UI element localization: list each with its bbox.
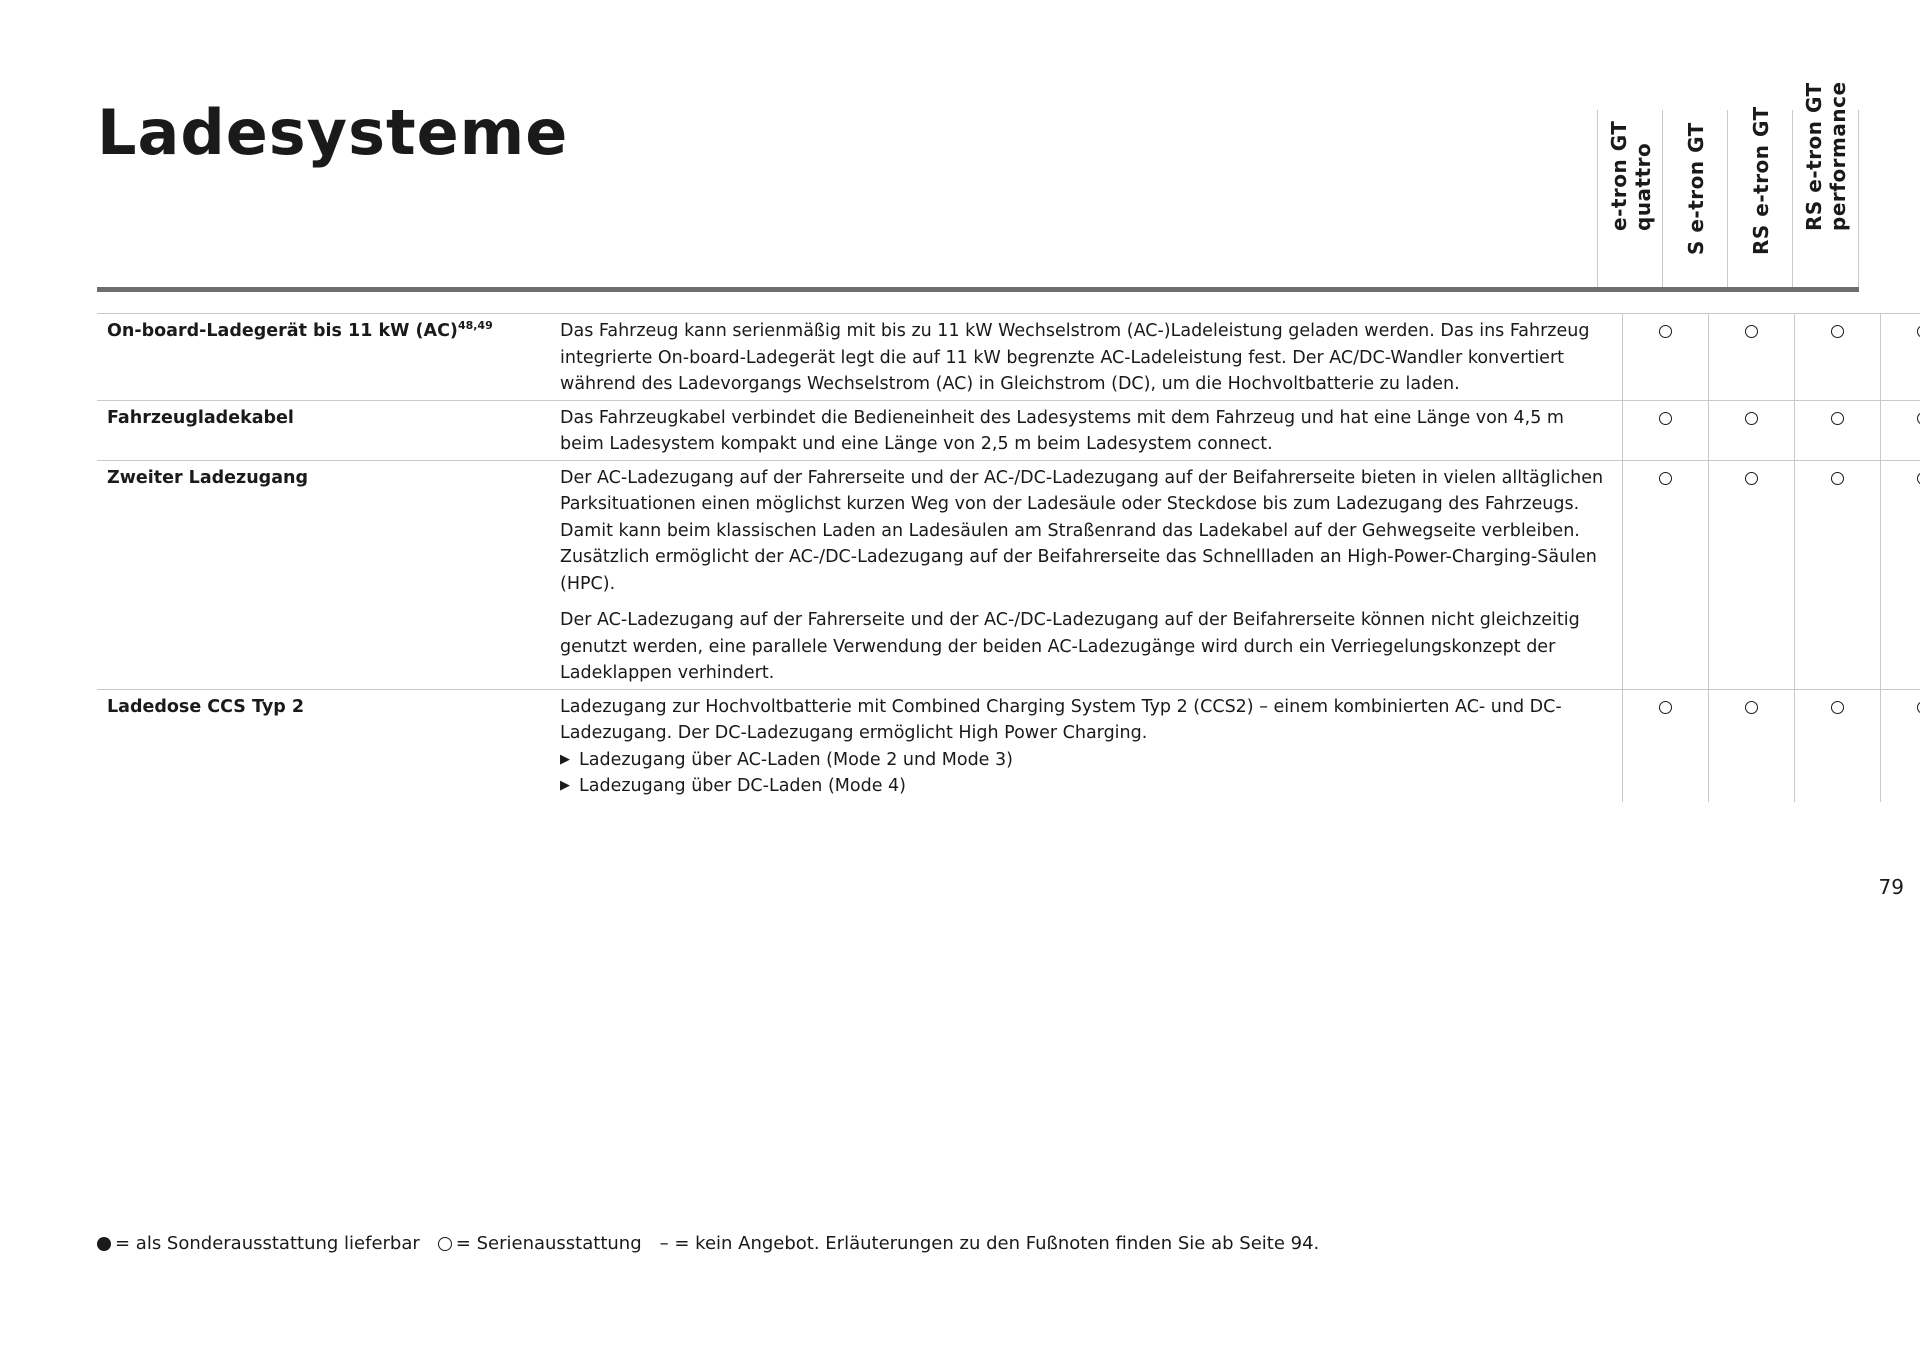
feature-description [550,314,1623,401]
table-row [97,400,1920,460]
standard-equipment-icon [1745,701,1758,714]
column-header-line: RS e-tron GT [1748,106,1773,255]
standard-equipment-icon [1659,325,1672,338]
page-title: Ladesysteme [97,96,569,169]
column-header-line: performance [1825,81,1850,231]
header-divider [97,287,1859,292]
feature-description [550,460,1623,689]
table-row [97,460,1920,689]
description-paragraph: Der AC-Ladezugang auf der Fahrerseite und der AC-/DC-Ladezugang auf der Beifahrerseite bieten in vielen alltäglichen Parksituationen einen möglichst kurzen Weg von der Ladesäule oder Steckdose bis zum Ladezugang des Fahrzeugs. Damit kann beim klassischen Laden an Ladesäulen am Straßenrand das Ladekabel auf der Gehwegseite verbleiben. Zusätzlich ermöglicht der AC-/DC-Ladezugang auf der Beifahrerseite das Schnellladen an High-Power-Charging-Säulen (HPC). [560,467,1604,594]
description-paragraph: Ladezugang zur Hochvoltbatterie mit Combined Charging System Typ 2 (CCS2) – einem kombinierten AC- und DC-Ladezugang. Der DC-Ladezugang ermöglicht High Power Charging. [560,696,1562,743]
availability-cell [1709,460,1795,689]
description-paragraph: Das Fahrzeugkabel verbindet die Bedieneinheit des Ladesystems mit dem Fahrzeug und hat eine Länge von 4,5 m beim Ladesystem kompakt und eine Länge von 2,5 m beim Ladesystem connect. [560,407,1564,454]
page-number: 79 [1878,875,1904,899]
feature-description [550,689,1623,802]
standard-equipment-icon [1831,472,1844,485]
availability-cell [1795,689,1881,802]
column-header-line: e-tron GT [1606,120,1631,231]
standard-equipment-icon [1831,325,1844,338]
column-header-rs-etron-gt-performance [1792,81,1859,287]
charging-systems-table [97,313,1920,802]
availability-cell [1623,689,1709,802]
bullet-text: Ladezugang über AC-Laden (Mode 2 und Mode 3) [579,749,1013,770]
feature-name: Fahrzeugladekabel [97,400,550,460]
column-header-line: quattro [1630,142,1655,231]
standard-equipment-icon [1745,325,1758,338]
footnote-ref: 48,49 [457,319,493,332]
feature-name: Zweiter Ladezugang [97,460,550,689]
standard-equipment-icon [1659,472,1672,485]
legend-optional-text: = als Sonderausstattung lieferbar [115,1233,420,1254]
optional-equipment-icon [97,1237,111,1251]
column-header-rs-etron-gt [1727,106,1793,287]
availability-cell [1881,689,1920,802]
availability-cell [1623,460,1709,689]
column-header-line: RS e-tron GT [1801,82,1826,231]
bullet-item [560,747,1612,774]
legend [97,1233,1319,1254]
availability-cell [1709,400,1795,460]
availability-cell [1623,400,1709,460]
column-header-s-etron-gt [1662,110,1728,287]
availability-cell [1881,460,1920,689]
column-header-etron-gt-quattro [1597,110,1663,287]
legend-standard-text: = Serienausstattung [455,1233,642,1254]
availability-cell [1881,314,1920,401]
feature-name: Ladedose CCS Typ 2 [97,689,550,802]
standard-equipment-icon [1745,412,1758,425]
description-paragraph: Der AC-Ladezugang auf der Fahrerseite und der AC-/DC-Ladezugang auf der Beifahrerseite können nicht gleichzeitig genutzt werden, eine parallele Verwendung der beiden AC-Ladezugänge wird durch ein Verriegelungskonzept der Ladeklappen verhindert. [560,610,1580,683]
standard-equipment-icon [1659,701,1672,714]
feature-name [97,314,550,401]
standard-equipment-icon [1831,701,1844,714]
feature-description [550,400,1623,460]
availability-cell [1795,400,1881,460]
standard-equipment-icon [1745,472,1758,485]
triangle-bullet-icon: ▶ [560,778,570,793]
column-header-line: S e-tron GT [1683,122,1708,255]
availability-cell [1881,400,1920,460]
standard-equipment-icon [1831,412,1844,425]
bullet-item [560,773,1612,800]
feature-label: On-board-Ladegerät bis 11 kW (AC) [107,321,458,341]
availability-cell [1709,689,1795,802]
availability-cell [1795,460,1881,689]
bullet-text: Ladezugang über DC-Laden (Mode 4) [579,776,906,796]
table-row [97,689,1920,802]
availability-cell [1709,314,1795,401]
availability-cell [1795,314,1881,401]
standard-equipment-icon [438,1237,452,1251]
legend-none-symbol: – [659,1233,669,1254]
table-row [97,314,1920,401]
standard-equipment-icon [1659,412,1672,425]
triangle-bullet-icon: ▶ [560,751,570,767]
legend-none-text: = kein Angebot. Erläuterungen zu den Fußnoten finden Sie ab Seite 94. [674,1233,1320,1254]
description-paragraph: Das Fahrzeug kann serienmäßig mit bis zu 11 kW Wechselstrom (AC-)Ladeleistung geladen werden. Das ins Fahrzeug integrierte On-board-Ladegerät legt die auf 11 kW begrenzte AC-Ladeleistung fest. Der AC/DC-Wandler konvertiert während des Ladevorgangs Wechselstrom (AC) in Gleichstrom (DC), um die Hochvoltbatterie zu laden. [560,321,1590,394]
availability-cell [1623,314,1709,401]
